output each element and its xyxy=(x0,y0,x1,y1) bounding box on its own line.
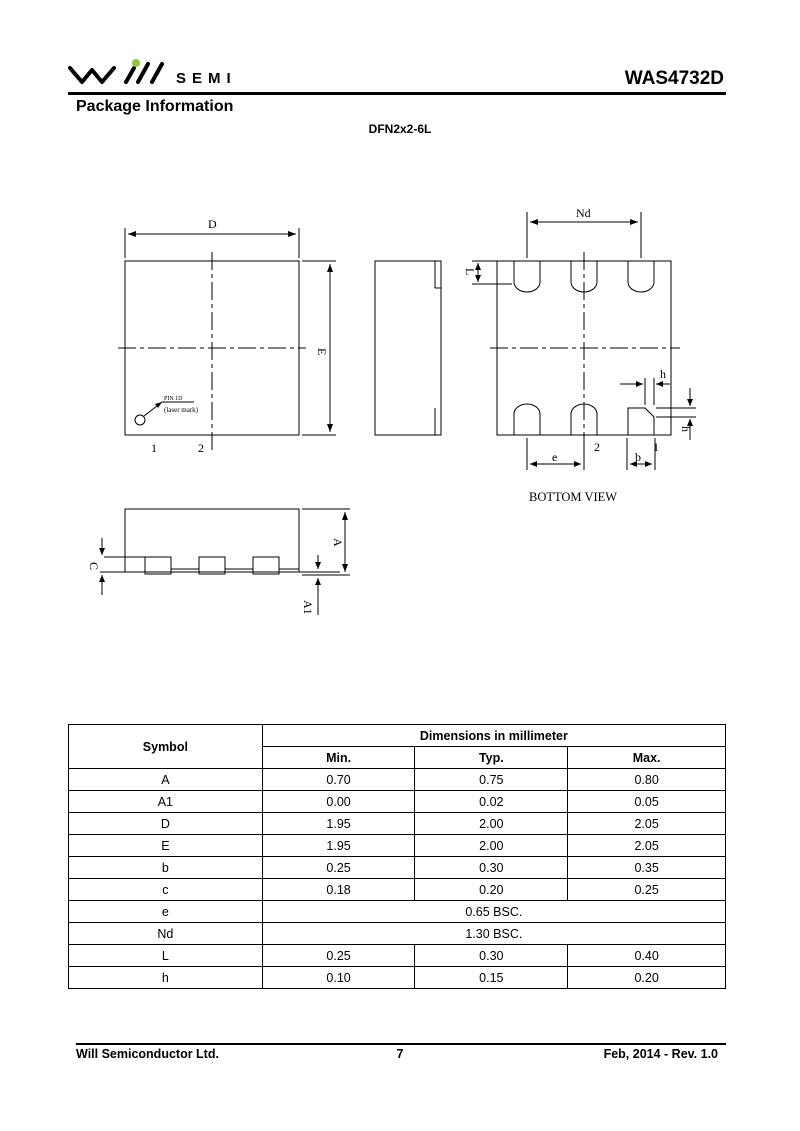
footer-page-number: 7 xyxy=(396,1047,404,1061)
symbol-header: Symbol xyxy=(69,725,263,769)
cell-max: 0.80 xyxy=(568,769,726,791)
pad xyxy=(514,261,540,292)
side-view-body xyxy=(375,261,441,435)
pin1-marker xyxy=(135,415,145,425)
lead xyxy=(199,557,225,574)
table-row xyxy=(69,923,726,945)
label-pin2: 2 xyxy=(198,441,204,455)
footer-company: Will Semiconductor Ltd. xyxy=(76,1047,219,1061)
label-bottom-view: BOTTOM VIEW xyxy=(529,490,618,504)
label-bottom-pin1: 1 xyxy=(653,440,659,454)
part-number: WAS4732D xyxy=(624,68,724,89)
label-laser-mark: (laser mark) xyxy=(164,406,199,414)
section-title: Package Information xyxy=(76,98,234,115)
label-e: e xyxy=(552,450,558,464)
label-pin-id: PIN 1D xyxy=(164,396,183,402)
table-row xyxy=(69,901,726,923)
cell-max: 2.05 xyxy=(568,813,726,835)
cell-symbol: c xyxy=(69,879,263,901)
cell-typ: 0.02 xyxy=(415,791,568,813)
table-row xyxy=(69,857,726,879)
table-row xyxy=(69,791,726,813)
label-Nd: Nd xyxy=(576,206,591,220)
cell-typ: 2.00 xyxy=(415,813,568,835)
dimension-table xyxy=(68,724,726,989)
label-h-top: h xyxy=(660,367,666,381)
front-view-body xyxy=(125,509,299,572)
cell-typ: 0.30 xyxy=(415,857,568,879)
footer-date-revision: Feb, 2014 - Rev. 1.0 xyxy=(603,1047,718,1061)
col-typ: Typ. xyxy=(415,747,568,769)
cell-max: 0.40 xyxy=(568,945,726,967)
label-A1: A1 xyxy=(301,600,315,615)
cell-max: 0.25 xyxy=(568,879,726,901)
pad xyxy=(514,404,540,435)
cell-symbol: Nd xyxy=(69,923,263,945)
cell-min: 0.18 xyxy=(262,879,415,901)
cell-typ: 0.75 xyxy=(415,769,568,791)
footer-rule xyxy=(76,1043,726,1045)
label-A: A xyxy=(331,538,345,547)
group-header: Dimensions in millimeter xyxy=(262,725,725,747)
cell-symbol: L xyxy=(69,945,263,967)
table-row xyxy=(69,835,726,857)
cell-symbol: b xyxy=(69,857,263,879)
cell-symbol: E xyxy=(69,835,263,857)
cell-min: 1.95 xyxy=(262,835,415,857)
cell-typ: 0.30 xyxy=(415,945,568,967)
table-row xyxy=(69,945,726,967)
cell-min: 1.95 xyxy=(262,813,415,835)
table-row xyxy=(69,967,726,989)
label-pin1: 1 xyxy=(151,441,157,455)
label-bottom-pin2: 2 xyxy=(594,440,600,454)
label-E: E xyxy=(315,348,329,356)
cell-min: 0.25 xyxy=(262,945,415,967)
label-h-side: h xyxy=(679,426,693,432)
cell-symbol: A xyxy=(69,769,263,791)
cell-symbol: e xyxy=(69,901,263,923)
cell-max: 0.35 xyxy=(568,857,726,879)
cell-min: 0.25 xyxy=(262,857,415,879)
pad xyxy=(628,408,654,435)
cell-symbol: D xyxy=(69,813,263,835)
package-name: DFN2x2-6L xyxy=(368,122,432,136)
cell-symbol: h xyxy=(69,967,263,989)
cell-max: 2.05 xyxy=(568,835,726,857)
cell-symbol: A1 xyxy=(69,791,263,813)
cell-min: 0.10 xyxy=(262,967,415,989)
cell-typ: 0.15 xyxy=(415,967,568,989)
label-C: C xyxy=(87,562,101,571)
cell-max: 0.05 xyxy=(568,791,726,813)
cell-typ: 2.00 xyxy=(415,835,568,857)
lead xyxy=(253,557,279,574)
label-b: b xyxy=(635,450,641,464)
table-row xyxy=(69,879,726,901)
cell-bsc: 1.30 BSC. xyxy=(262,923,725,945)
lead xyxy=(145,557,171,574)
label-L: L xyxy=(463,268,477,276)
cell-min: 0.70 xyxy=(262,769,415,791)
cell-min: 0.00 xyxy=(262,791,415,813)
logo-text: SEMI xyxy=(176,70,237,87)
col-max: Max. xyxy=(568,747,726,769)
cell-max: 0.20 xyxy=(568,967,726,989)
cell-bsc: 0.65 BSC. xyxy=(262,901,725,923)
col-min: Min. xyxy=(262,747,415,769)
pad xyxy=(628,261,654,292)
table-row xyxy=(69,813,726,835)
cell-typ: 0.20 xyxy=(415,879,568,901)
table-row xyxy=(69,769,726,791)
label-D: D xyxy=(208,217,217,231)
